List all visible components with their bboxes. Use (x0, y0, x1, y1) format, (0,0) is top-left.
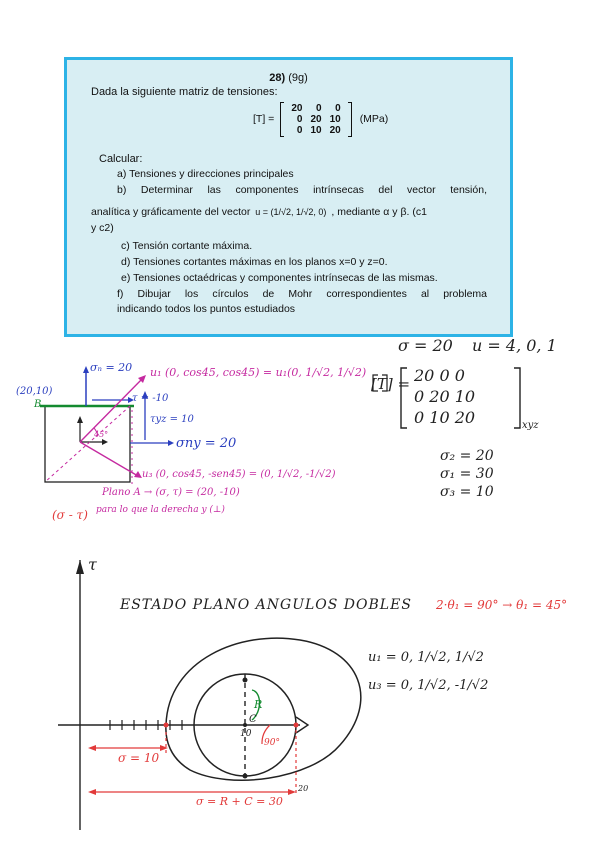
matrix-cell: 10 (310, 124, 322, 136)
matrix-cell: 20 (329, 124, 341, 136)
calc-label: Calcular: (99, 153, 143, 165)
matrix-cell: 20 (310, 113, 322, 125)
matrix-label: [T] = (253, 113, 275, 125)
item-b-line3: y c2) (91, 222, 114, 234)
hw-u1-right: u₁ = 0, 1/√2, 1/√2 (368, 650, 484, 665)
problem-number: 28) (269, 72, 286, 84)
hw-tau-yz: τyz = 10 (150, 414, 194, 425)
hw-sigma-20: σ = 20 (398, 336, 453, 355)
item-e: e) Tensiones octaédricas y componentes intrínsecas de las mismas. (121, 272, 438, 284)
item-c: c) Tensión cortante máxima. (121, 240, 253, 252)
item-d: d) Tensiones cortantes máximas en los planos x=0 y z=0. (121, 256, 388, 268)
item-b-post: , mediante α y β. (c1 (331, 206, 427, 218)
item-f-line2: indicando todos los puntos estudiados (117, 303, 296, 315)
problem-tag: (9g) (288, 72, 308, 84)
problem-intro: Dada la siguiente matriz de tensiones: (91, 86, 278, 98)
hw-deg45: 45° (94, 430, 109, 439)
hw-small-20: 20 (298, 784, 309, 793)
hw-matrix-row: 0 20 10 (414, 387, 476, 406)
hw-u3-expression: u₃ (0, cos45, -sen45) = (0, 1/√2, -1/√2) (142, 469, 336, 480)
hw-u3-right: u₃ = 0, 1/√2, -1/√2 (368, 678, 489, 693)
matrix-cell: 0 (316, 102, 322, 114)
matrix-cell: 0 (335, 102, 341, 114)
hw-double-angle: 2·θ₁ = 90° → θ₁ = 45° (436, 598, 568, 612)
hw-sigma1: σ₁ = 30 (440, 466, 494, 482)
hw-diagram-title: ESTADO PLANO ANGULOS DOBLES (120, 597, 412, 613)
matrix-cell: 0 (296, 113, 303, 125)
hw-sigma3: σ₃ = 10 (440, 484, 494, 500)
hw-center-label: C (249, 714, 257, 725)
hw-sigma-rc: σ = R + C = 30 (196, 795, 283, 808)
hw-u1-expression: u₁ (0, cos45, cos45) = u₁(0, 1/√2, 1/√2) (150, 366, 367, 379)
item-b-line1: b) Determinar las componentes intrínsecas del vector tensión, (117, 184, 487, 196)
matrix-cell: 10 (329, 113, 341, 125)
hw-u-vector: u = 4, 0, 1 (472, 336, 557, 355)
hw-sign-rule: (σ - τ) (52, 508, 88, 522)
hw-sign-note: para lo que la derecha y (⊥) (96, 505, 225, 515)
hw-sigma2: σ₂ = 20 (440, 448, 494, 464)
hw-ten-label: 10 (240, 729, 252, 739)
hw-matrix-row: 0 10 20 (414, 408, 476, 427)
matrix-unit: (MPa) (359, 113, 389, 125)
hw-matrix-label: [T] = (371, 375, 411, 393)
hw-point-b: B (34, 399, 42, 410)
hw-coord: (20,10) (16, 386, 53, 397)
hw-tau-n: τ = -10 (132, 393, 169, 404)
hw-matrix-row: 20 0 0 (414, 366, 465, 385)
hw-angle-90: 90° (264, 738, 280, 748)
matrix-cell: 20 (291, 102, 303, 114)
hw-sigma-ny: σny = 20 (176, 436, 237, 451)
hw-sigma-n: σₙ = 20 (90, 361, 133, 374)
hw-axis-tau: τ (88, 555, 97, 574)
hw-plane-a: Plano A → (σ, τ) = (20, -10) (102, 487, 240, 498)
item-b-pre: analítica y gráficamente del vector (91, 206, 251, 218)
hw-sigma-10: σ = 10 (118, 751, 160, 765)
hw-matrix-subscript: xyz (522, 420, 539, 431)
matrix-cell: 0 (296, 124, 303, 136)
item-f-line1: f) Dibujar los círculos de Mohr correspondientes al problema (117, 288, 487, 300)
item-a: a) Tensiones y direcciones principales (117, 168, 294, 180)
hw-radius-label: R (254, 698, 263, 711)
vector-u: u = (1/√2, 1/√2, 0) (255, 207, 327, 217)
